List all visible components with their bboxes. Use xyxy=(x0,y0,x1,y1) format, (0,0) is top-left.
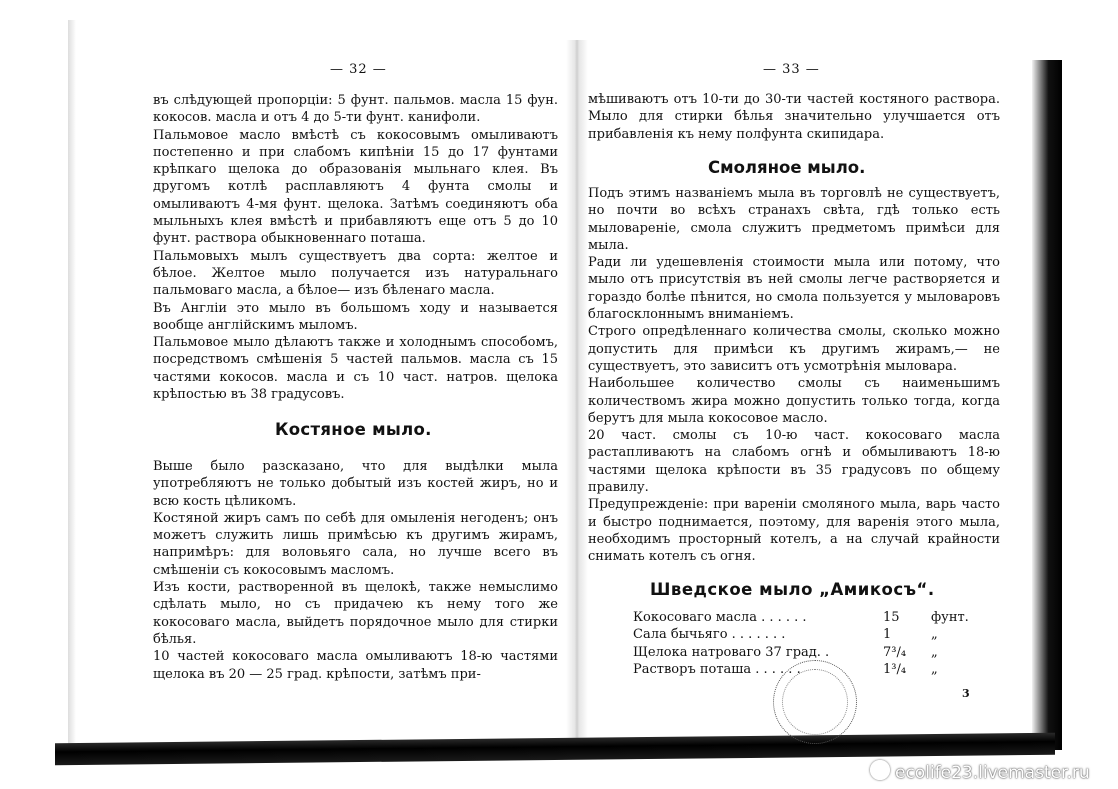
recipe-quantity: 7³/₄ xyxy=(883,644,907,660)
library-stamp-icon xyxy=(773,660,857,744)
section-heading-swedish-soap: Шведское мыло „Амикосъ“. xyxy=(650,580,935,599)
scan-edge-right xyxy=(1032,60,1062,750)
right-page-top-text: мѣшиваютъ отъ 10-ти до 30-ти частей костяного раствора. Мыло для стирки бѣлья значительно улучшается отъ прибавленія къ нему полфунта скипидара. xyxy=(588,92,1000,142)
watermark-text: ecolife23.livemaster.ru xyxy=(895,763,1090,783)
gear-icon xyxy=(870,760,890,780)
signature-mark: 3 xyxy=(962,687,970,700)
page-number-left: — 32 — xyxy=(330,62,387,77)
recipe-ingredient: Щелока натроваго 37 град. . xyxy=(633,644,830,660)
recipe-ingredient: Кокосоваго масла . . . . . . xyxy=(633,610,807,625)
recipe-row xyxy=(633,609,969,626)
left-page xyxy=(80,0,568,740)
recipe-quantity: 1 xyxy=(883,627,892,643)
right-page xyxy=(588,0,1033,740)
recipe-row xyxy=(633,626,953,643)
recipe-ingredient: Растворъ поташа . . . . . . xyxy=(633,661,801,677)
recipe-quantity: 15 xyxy=(883,610,900,625)
recipe-quantity: 1³/₄ xyxy=(883,661,907,677)
recipe-unit: „ xyxy=(931,627,938,643)
book-gutter xyxy=(566,40,588,745)
watermark xyxy=(870,760,1090,783)
right-page-mid-text: Подъ этимъ названіемъ мыла въ торговлѣ не существуетъ, но почти во всѣхъ странахъ свѣта, гдѣ только есть мыловареніе, смола служитъ предметомъ примѣси для мыла. Ради ли удешевленія стоимости мыла или потому, что мыло отъ присутствія въ ней смолы легче растворяется и гораздо болѣе пѣнится, но смола пользуется у мыловаровъ благосклоннымъ вниманіемъ. Строго опредѣленнаго количества смолы, сколько можно допустить для примѣси къ другимъ жирамъ,— не существуетъ, это зависитъ отъ усмотрѣнія мыловара. Наибольшее количество смолы съ наименьшимъ количествомъ жира можно допустить только тогда, когда берутъ для мыла кокосовое масло. 20 част. смолы съ 10-ю част. кокосоваго масла растапливаютъ на слабомъ огнѣ и обмыливаютъ 18-ю частями щелока крѣпости въ 35 градусовъ по общему правилу. Предупрежденіе: при вареніи смоляного мыла, варь часто и быстро поднимается, поэтому, для варенія этого мыла, необходимъ просторный котелъ, а на случай крайности снимать котелъ съ огня. xyxy=(588,186,1000,565)
recipe-unit: „ xyxy=(931,661,938,677)
recipe-unit: фунт. xyxy=(931,610,969,625)
left-page-top-text: въ слѣдующей пропорціи: 5 фунт. пальмов. масла 15 фун. кокосов. масла и отъ 4 до 5-ти фунт. канифоли. Пальмовое масло вмѣстѣ съ кокосовымъ омыливаютъ постепенно и при слабомъ кипѣніи 15 до 17 фунтами крѣпкаго щелока до образованія мыльнаго клея. Въ другомъ котлѣ расплавляютъ 4 фунта смолы и омыливаютъ 4-мя фунт. щелока. Затѣмъ соединяютъ оба мыльныхъ клея вмѣстѣ и прибавляютъ еще отъ 5 до 10 фунт. раствора обыкновеннаго поташа. Пальмовыхъ мылъ существуетъ два сорта: желтое и бѣлое. Желтое мыло получается изъ натуральнаго пальмоваго масла, а бѣлое— изъ бѣленаго масла. Въ Англіи это мыло въ большомъ ходу и называется вообще англійскимъ мыломъ. Пальмовое мыло дѣлаютъ также и холоднымъ способомъ, посредствомъ смѣшенія 5 частей пальмов. масла съ 15 частями кокосов. масла и съ 10 част. натров. щелока крѣпостью въ 38 градусовъ. xyxy=(153,93,558,403)
scan-edge-left xyxy=(68,20,76,750)
section-heading-resin-soap: Смоляное мыло. xyxy=(708,158,866,177)
recipe-ingredient: Сала бычьяго . . . . . . . xyxy=(633,627,786,643)
recipe-unit: „ xyxy=(931,644,938,660)
section-heading-bone-soap: Костяное мыло. xyxy=(275,420,432,439)
left-page-bottom-text: Выше было разсказано, что для выдѣлки мыла употребляютъ не только добытый изъ костей жиръ, но и всю кость цѣликомъ. Костяной жиръ самъ по себѣ для омыленія негоденъ; онъ можетъ служить лишь примѣсью къ другимъ жирамъ, напримѣръ: для воловьяго сала, но лучше всего въ смѣшеніи съ кокосовымъ масломъ. Изъ кости, растворенной въ щелокѣ, также немыслимо сдѣлать мыло, но съ придачею къ нему того же кокосоваго масла, выйдетъ порядочное мыло для стирки бѣлья. 10 частей кокосоваго масла омыливаютъ 18-ю частями щелока въ 20 — 25 град. крѣпости, затѣмъ при- xyxy=(153,459,558,682)
page-number-right: — 33 — xyxy=(763,62,820,77)
recipe-row xyxy=(633,644,953,661)
